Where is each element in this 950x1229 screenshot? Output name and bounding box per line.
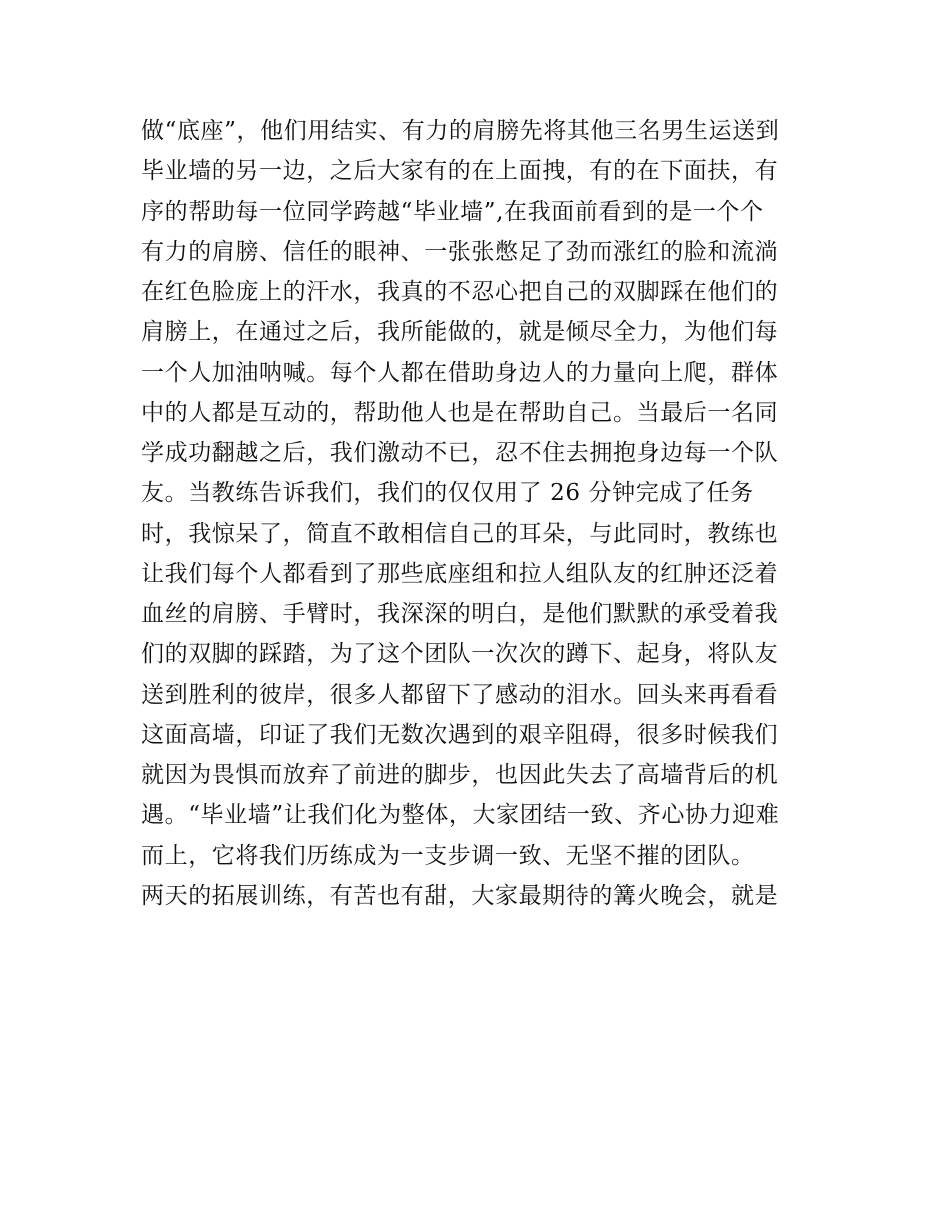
body-text bbox=[141, 111, 831, 916]
text-line: 中的人都是互动的，帮助他人也是在帮助自己。当最后一名同 bbox=[141, 399, 779, 426]
text-line: 们的双脚的踩踏，为了这个团队一次次的蹲下、起身，将队友 bbox=[141, 641, 779, 668]
text-line: 时，我惊呆了，简直不敢相信自己的耳朵，与此同时，教练也 bbox=[141, 520, 779, 547]
text-line: 友。当教练告诉我们，我们的仅仅用了 26 分钟完成了任务 bbox=[141, 480, 754, 507]
text-line: 在红色脸庞上的汗水，我真的不忍心把自己的双脚踩在他们的 bbox=[141, 279, 779, 305]
text-line: 血丝的肩膀、手臂时，我深深的明白，是他们默默的承受着我 bbox=[141, 601, 779, 627]
text-line: 有力的肩膀、信任的眼神、一张张憋足了劲而涨红的脸和流淌 bbox=[141, 238, 779, 265]
text-line: 这面高墙，印证了我们无数次遇到的艰辛阻碍，很多时候我们 bbox=[141, 721, 779, 748]
text-line: 肩膀上，在通过之后，我所能做的，就是倾尽全力，为他们每 bbox=[141, 319, 779, 346]
text-line: 学成功翻越之后，我们激动不已，忍不住去拥抱身边每一个队 bbox=[141, 440, 779, 466]
text-line: 遇。“毕业墙”让我们化为整体，大家团结一致、齐心协力迎难 bbox=[141, 802, 780, 829]
text-line: 一个人加油呐喊。每个人都在借助身边人的力量向上爬，群体 bbox=[141, 359, 779, 386]
text-line: 两天的拓展训练，有苦也有甜，大家最期待的篝火晚会，就是 bbox=[141, 882, 779, 909]
text-line: 毕业墙的另一边，之后大家有的在上面拽，有的在下面扶，有 bbox=[141, 158, 779, 185]
text-line: 就因为畏惧而放弃了前进的脚步，也因此失去了高墙背后的机 bbox=[141, 762, 779, 788]
text-line: 做“底座”，他们用结实、有力的肩膀先将其他三名男生运送到 bbox=[141, 118, 780, 144]
text-line: 送到胜利的彼岸，很多人都留下了感动的泪水。回头来再看看 bbox=[141, 681, 779, 708]
text-line: 而上，它将我们历练成为一支步调一致、无坚不摧的团队。 bbox=[141, 842, 755, 869]
text-line: 序的帮助每一位同学跨越“毕业墙”,在我面前看到的是一个个 bbox=[141, 198, 764, 225]
text-line: 让我们每个人都看到了那些底座组和拉人组队友的红肿还泛着 bbox=[141, 560, 779, 587]
